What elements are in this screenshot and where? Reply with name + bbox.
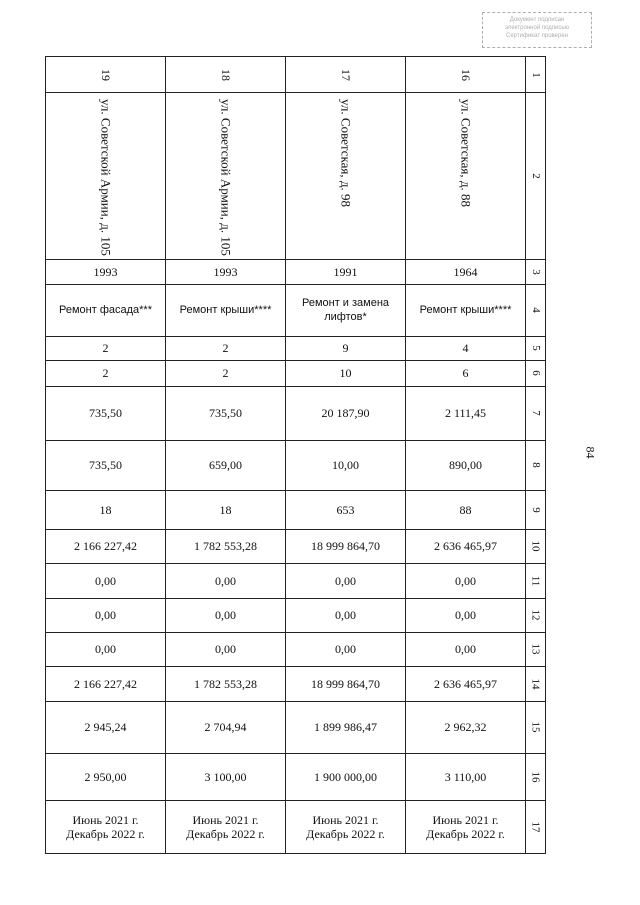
object-number: 18 <box>218 68 233 81</box>
value-cell: 0,00 <box>46 563 166 598</box>
build-year: 1993 <box>46 259 166 284</box>
value-cell: 659,00 <box>166 440 286 490</box>
period-cell <box>286 800 406 853</box>
table-row-work <box>46 284 546 336</box>
value-cell: 2 <box>166 360 286 386</box>
value-cell: 4 <box>406 336 526 360</box>
object-number: 19 <box>98 68 113 81</box>
value-cell: 0,00 <box>166 598 286 632</box>
table-row-year <box>46 259 546 284</box>
value-cell: 2 166 227,42 <box>46 529 166 563</box>
table-row-col14 <box>46 666 546 701</box>
value-cell: 1 899 986,47 <box>286 701 406 753</box>
period-cell <box>406 800 526 853</box>
column-number: 8 <box>529 462 542 469</box>
column-number: 15 <box>529 721 542 733</box>
period-start: Июнь 2021 г. <box>192 812 259 827</box>
column-number: 7 <box>529 410 542 417</box>
value-cell: 0,00 <box>166 563 286 598</box>
table-row-col16 <box>46 753 546 800</box>
table-row-col17 <box>46 800 546 853</box>
value-cell: 18 999 864,70 <box>286 666 406 701</box>
value-cell: 735,50 <box>46 386 166 440</box>
object-number: 17 <box>338 68 353 81</box>
value-cell: 2 <box>166 336 286 360</box>
value-cell: 18 <box>166 490 286 529</box>
period-cell <box>166 800 286 853</box>
value-cell: 10,00 <box>286 440 406 490</box>
column-number: 14 <box>529 678 542 690</box>
period-end: Декабрь 2022 г. <box>186 826 265 841</box>
value-cell: 88 <box>406 490 526 529</box>
value-cell: 9 <box>286 336 406 360</box>
object-number: 16 <box>458 68 473 81</box>
period-end: Декабрь 2022 г. <box>66 826 145 841</box>
table-row-col11 <box>46 563 546 598</box>
repair-schedule-table <box>45 56 546 854</box>
value-cell: 18 999 864,70 <box>286 529 406 563</box>
value-cell: 0,00 <box>286 632 406 666</box>
value-cell: 2 636 465,97 <box>406 666 526 701</box>
column-number: 10 <box>529 540 542 552</box>
value-cell: 2 950,00 <box>46 753 166 800</box>
work-type: Ремонт крыши**** <box>166 284 286 336</box>
column-number: 9 <box>529 507 542 513</box>
value-cell: 2 945,24 <box>46 701 166 753</box>
signature-stamp: Документ подписан электронной подписью Сертификат проверен <box>482 12 592 48</box>
value-cell: 2 111,45 <box>406 386 526 440</box>
value-cell: 0,00 <box>166 632 286 666</box>
table-row-col8 <box>46 440 546 490</box>
build-year: 1991 <box>286 259 406 284</box>
table-row-col6 <box>46 360 546 386</box>
column-number: 3 <box>529 269 542 275</box>
value-cell: 20 187,90 <box>286 386 406 440</box>
period-end: Декабрь 2022 г. <box>306 826 385 841</box>
house-address: ул. Советской Армии, д. 105 <box>98 99 114 256</box>
value-cell: 0,00 <box>46 598 166 632</box>
table-row-col10 <box>46 529 546 563</box>
value-cell: 2 <box>46 336 166 360</box>
value-cell: 1 782 553,28 <box>166 666 286 701</box>
value-cell: 653 <box>286 490 406 529</box>
column-number: 13 <box>529 643 542 655</box>
column-number: 11 <box>529 575 542 587</box>
value-cell: 2 704,94 <box>166 701 286 753</box>
house-address: ул. Советской Армии, д. 105 <box>218 99 234 256</box>
value-cell: 3 110,00 <box>406 753 526 800</box>
value-cell: 1 900 000,00 <box>286 753 406 800</box>
value-cell: 890,00 <box>406 440 526 490</box>
value-cell: 3 100,00 <box>166 753 286 800</box>
build-year: 1993 <box>166 259 286 284</box>
value-cell: 0,00 <box>406 632 526 666</box>
value-cell: 0,00 <box>46 632 166 666</box>
work-type: Ремонт и замена лифтов* <box>286 284 406 336</box>
value-cell: 0,00 <box>286 563 406 598</box>
table-row-col13 <box>46 632 546 666</box>
value-cell: 735,50 <box>166 386 286 440</box>
column-number: 2 <box>529 173 542 179</box>
column-number: 6 <box>529 370 542 377</box>
value-cell: 0,00 <box>286 598 406 632</box>
value-cell: 2 166 227,42 <box>46 666 166 701</box>
table-row-col9 <box>46 490 546 529</box>
build-year: 1964 <box>406 259 526 284</box>
value-cell: 0,00 <box>406 598 526 632</box>
column-number: 4 <box>529 307 542 314</box>
work-type: Ремонт фасада*** <box>46 284 166 336</box>
value-cell: 735,50 <box>46 440 166 490</box>
column-number: 12 <box>529 609 542 621</box>
table-row-col12 <box>46 598 546 632</box>
table-row-address <box>46 93 546 260</box>
period-start: Июнь 2021 г. <box>72 812 139 827</box>
value-cell: 2 962,32 <box>406 701 526 753</box>
period-start: Июнь 2021 г. <box>312 812 379 827</box>
house-address: ул. Советская, д. 88 <box>458 99 474 208</box>
value-cell: 0,00 <box>406 563 526 598</box>
table-row-number <box>46 57 546 93</box>
column-number: 17 <box>529 821 542 833</box>
period-start: Июнь 2021 г. <box>432 812 499 827</box>
page-number: 84 <box>583 446 598 459</box>
value-cell: 6 <box>406 360 526 386</box>
period-cell <box>46 800 166 853</box>
column-number: 16 <box>529 771 542 783</box>
value-cell: 18 <box>46 490 166 529</box>
work-type: Ремонт крыши**** <box>406 284 526 336</box>
value-cell: 2 <box>46 360 166 386</box>
table-row-col5 <box>46 336 546 360</box>
value-cell: 1 782 553,28 <box>166 529 286 563</box>
column-number: 1 <box>529 71 542 78</box>
table-row-col7 <box>46 386 546 440</box>
table-row-col15 <box>46 701 546 753</box>
value-cell: 2 636 465,97 <box>406 529 526 563</box>
house-address: ул. Советская, д. 98 <box>338 99 354 208</box>
value-cell: 10 <box>286 360 406 386</box>
column-number: 5 <box>529 345 542 352</box>
period-end: Декабрь 2022 г. <box>426 826 505 841</box>
